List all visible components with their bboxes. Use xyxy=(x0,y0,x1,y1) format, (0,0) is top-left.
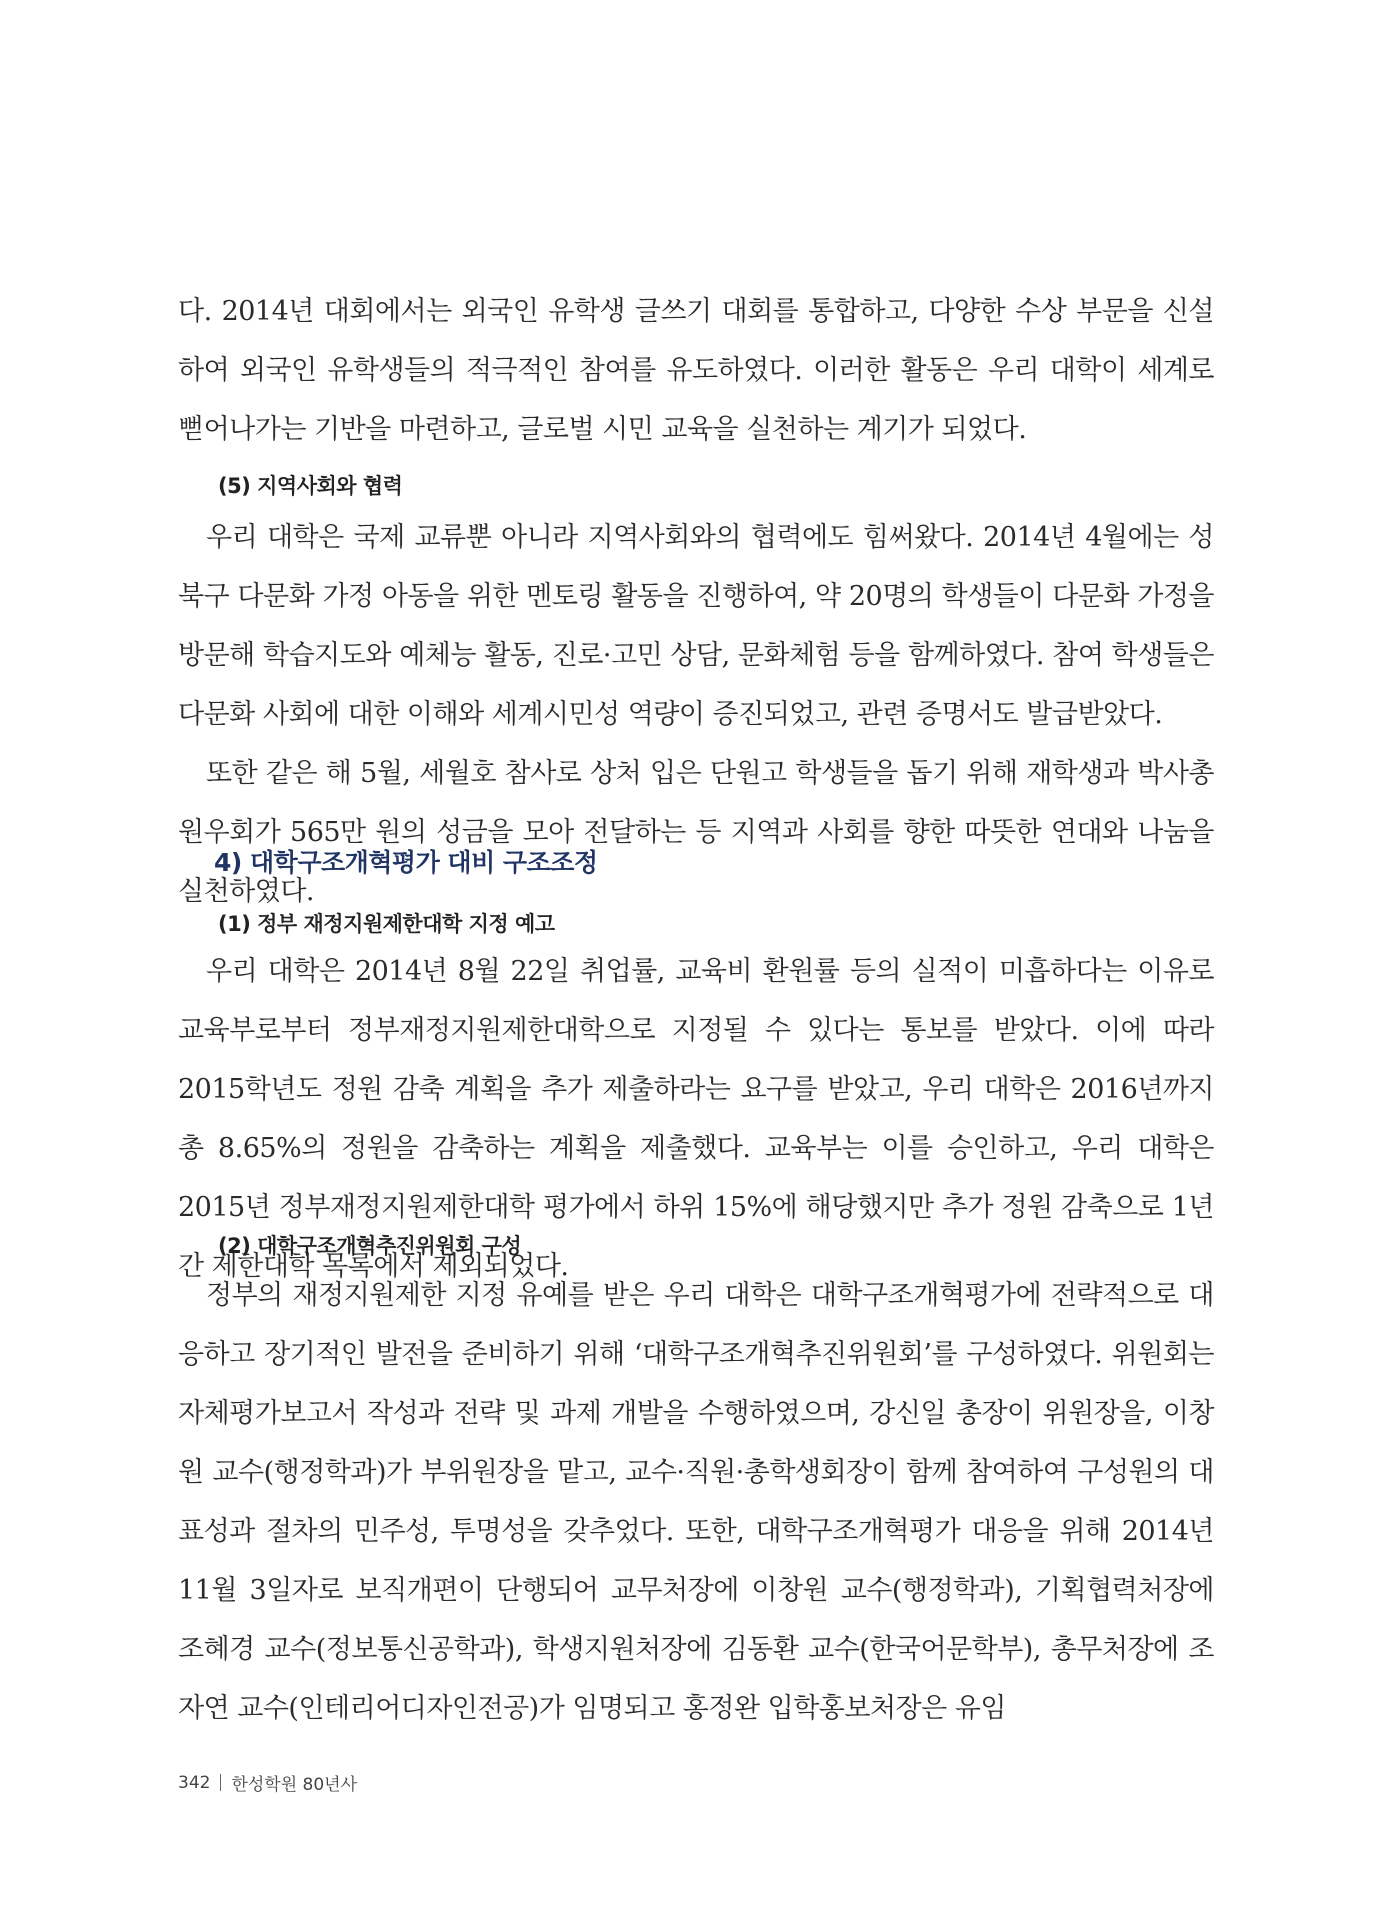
subsection-heading-designation: (1) 정부 재정지원제한대학 지정 예고 xyxy=(218,912,555,936)
committee-paragraph-block xyxy=(178,1266,1214,1738)
page-footer xyxy=(178,1770,357,1795)
page-number: 342 xyxy=(178,1772,211,1793)
section-heading-restructuring: 4) 대학구조개혁평가 대비 구조조정 xyxy=(214,848,598,877)
book-title: 한성학원 80년사 xyxy=(231,1775,358,1795)
committee-paragraph: 정부의 재정지원제한 지정 유예를 받은 우리 대학은 대학구조개혁평가에 전략적으로 대응하고 장기적인 발전을 준비하기 위해 ‘대학구조개혁추진위원회’를 구성하였다. 위원회는 자체평가보고서 작성과 전략 및 과제 개발을 수행하였으며, 강신일 총장이 위원장을, 이창원 교수(행정학과)가 부위원장을 맡고, 교수·직원·총학생회장이 함께 참여하여 구성원의 대표성과 절차의 민주성, 투명성을 갖추었다. 또한, 대학구조개혁평가 대응을 위해 2014년 11월 3일자로 보직개편이 단행되어 교무처장에 이창원 교수(행정학과), 기획협력처장에 조혜경 교수(정보통신공학과), 학생지원처장에 김동환 교수(한국어문학부), 총무처장에 조자연 교수(인테리어디자인전공)가 임명되고 홍정완 입학홍보처장은 유임 xyxy=(178,1280,1214,1724)
section-heading-community: (5) 지역사회와 협력 xyxy=(218,474,403,498)
footer-divider xyxy=(220,1774,221,1791)
intro-paragraph-block xyxy=(178,282,1214,459)
designation-paragraph: 우리 대학은 2014년 8월 22일 취업률, 교육비 환원률 등의 실적이 미흡하다는 이유로 교육부로부터 정부재정지원제한대학으로 지정될 수 있다는 통보를 받았다. 이에 따라 2015학년도 정원 감축 계획을 추가 제출하라는 요구를 받았고, 우리 대학은 2016년까지 총 8.65%의 정원을 감축하는 계획을 제출했다. 교육부는 이를 승인하고, 우리 대학은 2015년 정부재정지원제한대학 평가에서 하위 15%에 해당했지만 추가 정원 감축으로 1년간 제한대학 목록에서 제외되었다. xyxy=(178,956,1214,1282)
community-paragraph-1: 우리 대학은 국제 교류뿐 아니라 지역사회와의 협력에도 힘써왔다. 2014년 4월에는 성북구 다문화 가정 아동을 위한 멘토링 활동을 진행하여, 약 20명의 학생들이 다문화 가정을 방문해 학습지도와 예체능 활동, 진로·고민 상담, 문화체험 등을 함께하였다. 참여 학생들은 다문화 사회에 대한 이해와 세계시민성 역량이 증진되었고, 관련 증명서도 발급받았다. xyxy=(178,522,1214,730)
community-paragraph-2: 또한 같은 해 5월, 세월호 참사로 상처 입은 단원고 학생들을 돕기 위해 재학생과 박사총원우회가 565만 원의 성금을 모아 전달하는 등 지역과 사회를 향한 따뜻한 연대와 나눔을 실천하였다. xyxy=(178,758,1214,907)
subsection-heading-committee: (2) 대학구조개혁추진위원회 구성 xyxy=(218,1234,522,1258)
intro-paragraph: 다. 2014년 대회에서는 외국인 유학생 글쓰기 대회를 통합하고, 다양한 수상 부문을 신설하여 외국인 유학생들의 적극적인 참여를 유도하였다. 이러한 활동은 우리 대학이 세계로 뻗어나가는 기반을 마련하고, 글로벌 시민 교육을 실천하는 계기가 되었다. xyxy=(178,296,1214,445)
